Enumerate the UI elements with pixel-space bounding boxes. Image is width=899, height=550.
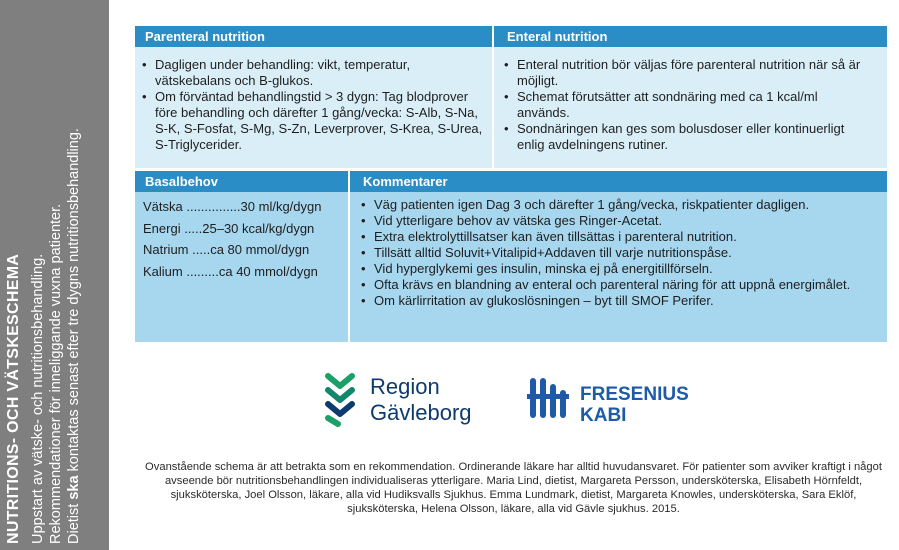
basalbehov-header: Basalbehov bbox=[135, 171, 348, 192]
basal-row-energi bbox=[143, 218, 348, 240]
subtitle-line-3 bbox=[65, 10, 83, 544]
list-item: • Sondnäringen kan ges som bolusdoser eller kontinuerligt enlig avdelningens rutiner. bbox=[503, 121, 873, 153]
basal-value: 25–30 kcal/kg/dygn bbox=[202, 220, 315, 236]
basal-row-kalium bbox=[143, 261, 348, 283]
nutrition-body-row bbox=[135, 47, 887, 168]
basal-table bbox=[135, 171, 887, 342]
basal-value: 30 ml/kg/dygn bbox=[240, 199, 322, 214]
fresenius-kabi-logo-icon bbox=[527, 378, 569, 418]
sidebar-text bbox=[4, 10, 106, 544]
parenteral-list bbox=[141, 57, 484, 153]
fresenius-name-line-1: FRESENIUS bbox=[580, 384, 689, 405]
subtitle-line-2: Rekommendationer för inneliggande vuxna patienter. bbox=[48, 203, 64, 544]
subtitle-line-3-bold: ska bbox=[66, 475, 82, 500]
list-item: • Vid ytterligare behov av vätska ges Ringer-Acetat. bbox=[360, 213, 879, 229]
parenteral-cell bbox=[135, 47, 492, 168]
basal-key: Natrium ..... bbox=[143, 242, 211, 257]
basal-row-vatska bbox=[143, 196, 348, 218]
enteral-list bbox=[503, 57, 873, 153]
schema-title: NUTRITIONS- OCH VÄTSKESCHEMA bbox=[5, 253, 22, 544]
list-item: • Vid hyperglykemi ges insulin, minska ej på energitillförseln. bbox=[360, 261, 879, 277]
fresenius-name-line-2: KABI bbox=[580, 405, 627, 426]
subtitle-line-3-post: kontaktas senast efter tre dygns nutritionsbehandling. bbox=[66, 128, 82, 476]
sidebar bbox=[0, 0, 109, 550]
basal-key: Kalium ......... bbox=[143, 263, 219, 279]
region-name-line-2: Gävleborg bbox=[370, 400, 472, 425]
logos bbox=[318, 370, 718, 430]
list-item: • Ofta krävs en blandning av enteral och parenteral näring för att uppnå energimålet. bbox=[360, 277, 879, 293]
basal-row-natrium bbox=[143, 239, 348, 261]
subtitle-line-1: Uppstart av vätske- och nutritionsbehandling. bbox=[30, 253, 46, 544]
logo-graphics bbox=[318, 370, 718, 430]
list-item: • Schemat förutsätter att sondnäring med ca 1 kcal/ml används. bbox=[503, 89, 873, 121]
list-item: • Tillsätt alltid Soluvit+Vitalipid+Addaven till varje nutritionspåse. bbox=[360, 245, 879, 261]
list-item: • Väg patienten igen Dag 3 och därefter 1 gång/vecka, riskpatienter dagligen. bbox=[360, 197, 879, 213]
basal-value: ca 40 mmol/dygn bbox=[218, 263, 318, 279]
enteral-header: Enteral nutrition bbox=[494, 26, 887, 47]
kommentarer-list bbox=[360, 197, 879, 309]
basal-header-row bbox=[135, 171, 887, 192]
list-item: • Enteral nutrition bör väljas före parenteral nutrition när så är möjligt. bbox=[503, 57, 873, 89]
subtitle-line-3-pre: Dietist bbox=[66, 499, 82, 544]
region-gavleborg-logo-icon bbox=[328, 376, 352, 424]
list-item: • Om kärlirritation av glukoslösningen – byt till SMOF Perifer. bbox=[360, 293, 879, 309]
list-item: • Dagligen under behandling: vikt, temperatur, vätskebalans och B-glukos. bbox=[141, 57, 484, 89]
parenteral-header: Parenteral nutrition bbox=[135, 26, 492, 47]
nutrition-header-row bbox=[135, 26, 887, 47]
kommentarer-header: Kommentarer bbox=[350, 171, 887, 192]
region-name-line-1: Region bbox=[370, 374, 440, 399]
basal-key: Vätska ............... bbox=[143, 199, 241, 214]
basal-body-row bbox=[135, 192, 887, 342]
footer-note: Ovanstående schema är att betrakta som en rekommendation. Ordinerande läkare har alltid huvudansvaret. För patienter som avviker kraftigt i något avseende bör nutritionsbehandlingen individualiseras ytterligare. Maria Lind, dietist, Margareta Persson, undersköterska, Elisabeth Hörnfeldt, sjuksköterska, Joel Olsson, läkare, alla vid Hudiksvalls Sjukhus. Emma Lundmark, dietist, Margareta Knowles, undersköterska, Sara Eklöf, sjuksköterska, Helena Olsson, läkare, alla vid Gävle sjukhus. 2015. bbox=[145, 461, 882, 515]
kommentarer-cell bbox=[350, 192, 887, 342]
basalbehov-cell bbox=[135, 192, 348, 342]
enteral-cell bbox=[494, 47, 887, 168]
nutrition-table bbox=[135, 26, 887, 168]
list-item: • Om förväntad behandlingstid > 3 dygn: Tag blodprover före behandling och därefter 1 gång/vecka: S-Alb, S-Na, S-K, S-Fosfat, S-Mg, S-Zn, Leverprover, S-Krea, S-Urea, S-Triglycerider. bbox=[141, 89, 484, 153]
basal-value: ca 80 mmol/dygn bbox=[210, 242, 310, 257]
basal-key: Energi ..... bbox=[143, 220, 203, 236]
list-item: • Extra elektrolyttillsatser kan även tillsättas i parenteral nutrition. bbox=[360, 229, 879, 245]
